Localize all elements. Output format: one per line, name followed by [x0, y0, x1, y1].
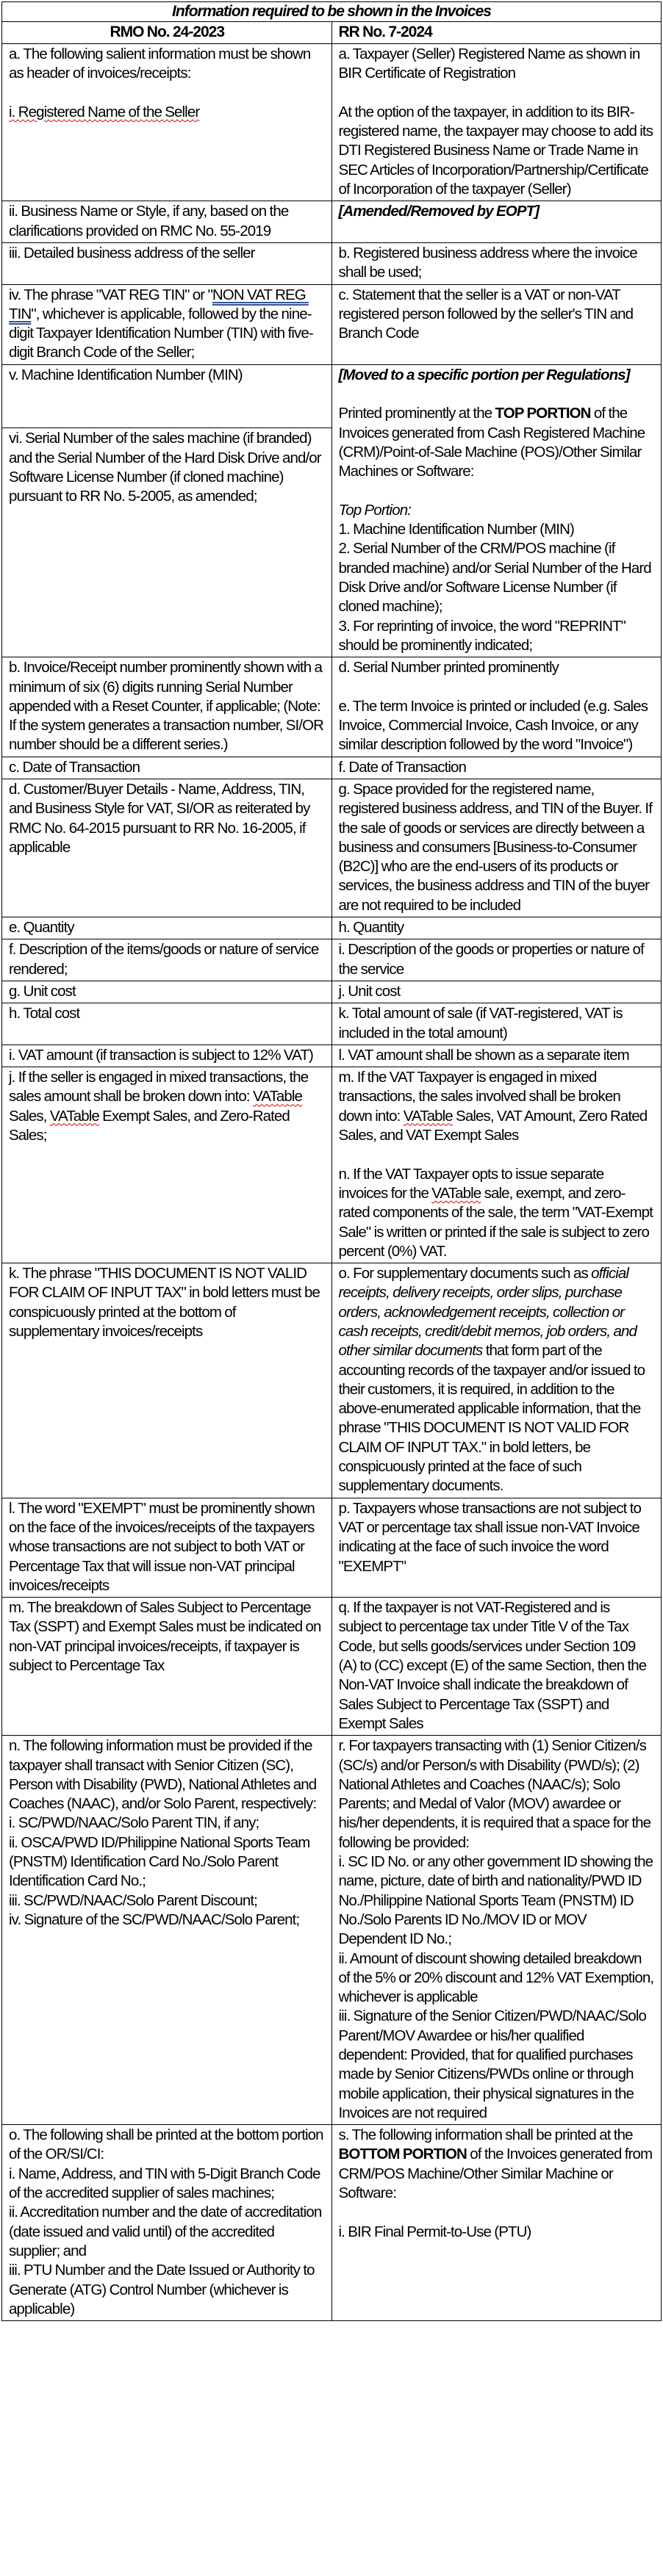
- rmo-cell: [2, 1736, 332, 2125]
- rmo-cell: [2, 1498, 332, 1597]
- rmo-cell: [2, 757, 332, 779]
- rmo-text: j. If the seller is engaged in mixed transactions, the sales amount shall be broken down into: VATable Sales, VATable Exempt Sales, and Zero-Rated Sales;: [9, 1069, 312, 1144]
- table-row: [2, 1263, 662, 1498]
- rr-text: At the option of the taxpayer, in addition to its BIR-registered name, the taxpayer may choose to add its DTI Registered Business Name or Trade Name in SEC Articles of Incorporation/Partnership/Certificate of Incorporation of the taxpayer (Seller): [338, 103, 656, 198]
- rmo-text: n. The following information must be provided if the taxpayer shall transact with Senior Citizen (SC), Person with Disability (PWD), National Athletes and Coaches (NAAC), and/or Solo Parent, respectively:: [9, 1737, 320, 1813]
- rr-cell: [332, 657, 662, 757]
- table-row: [2, 779, 662, 917]
- rr-text: r. For taxpayers transacting with (1) Senior Citizen/s (SC/s) and/or Person/s with Disability (PWD/s); (2) National Athletes and Coaches (NAAC/s); Solo Parents; and Medal of Valor (MOV) awardee or his/her dependents, it is required that a space for the following be provided:: [338, 1737, 654, 1851]
- rr-cell: [332, 1067, 662, 1263]
- rmo-cell: [2, 939, 332, 981]
- rmo-cell: [2, 242, 332, 284]
- rmo-text: f. Description of the items/goods or nature of service rendered;: [9, 941, 322, 978]
- rmo-text: i. VAT amount (if transaction is subject to 12% VAT): [9, 1046, 313, 1064]
- rmo-text: m. The breakdown of Sales Subject to Percentage Tax (SSPT) and Exempt Sales must be indicated on non-VAT principal invoices/receipts, if taxpayer is subject to Percentage Tax: [9, 1599, 324, 1675]
- rmo-cell: [2, 364, 332, 428]
- rmo-cell: [2, 1003, 332, 1045]
- rr-text: e. The term Invoice is printed or included (e.g. Sales Invoice, Commercial Invoice, Cash Invoice, or any similar description followed by the word "Invoice"): [338, 697, 651, 754]
- rmo-text: i. SC/PWD/NAAC/Solo Parent TIN, if any;: [9, 1814, 259, 1832]
- table-row: [2, 1498, 662, 1597]
- rmo-cell: [2, 1045, 332, 1067]
- rr-cell: [332, 981, 662, 1003]
- rr-cell: [332, 2125, 662, 2321]
- rmo-text: a. The following salient information must be shown as header of invoices/receipts:: [9, 46, 314, 82]
- rmo-cell: [2, 1263, 332, 1498]
- rr-text: 2. Serial Number of the CRM/POS machine (if branded machine) and/or Serial Number of the Hard Disk Drive and/or Software License Number (if cloned machine);: [338, 540, 655, 616]
- rr-text: j. Unit cost: [338, 982, 401, 1000]
- rr-cell: [332, 1736, 662, 2125]
- rmo-text: iv. The phrase "VAT REG TIN" or "NON VAT REG TIN", whichever is applicable, followed by the nine-digit Taxpayer Identification Number (TIN) with five-digit Branch Code of the Seller;: [9, 286, 313, 361]
- rr-text: k. Total amount of sale (if VAT-registered, VAT is included in the total amount): [338, 1005, 626, 1042]
- rmo-text: iii. SC/PWD/NAAC/Solo Parent Discount;: [9, 1891, 257, 1909]
- rmo-text: h. Total cost: [9, 1005, 80, 1022]
- rr-cell: [332, 757, 662, 779]
- rr-text: 3. For reprinting of invoice, the word "REPRINT" should be prominently indicated;: [338, 617, 629, 654]
- rr-text: i. BIR Final Permit-to-Use (PTU): [338, 2223, 531, 2240]
- rr-cell: [332, 44, 662, 201]
- invoice-requirements-table: [1, 1, 662, 2321]
- rr-text: d. Serial Number printed prominently: [338, 659, 559, 677]
- rmo-text: ii. Accreditation number and the date of accreditation (date issued and valid until) of the accredited supplier; and: [9, 2204, 325, 2259]
- rmo-text: c. Date of Transaction: [9, 758, 140, 776]
- rr-cell: [332, 917, 662, 939]
- column-header-rr: RR No. 7-2024: [332, 22, 662, 44]
- rr-text: g. Space provided for the registered name, registered business address, and TIN of the Buyer. If the sale of goods or services are directly between a business and consumers [Business-to-Consumer (B2C)] who are the end-users of its products or services, the business address and TIN of the buyer are not required to be included: [338, 780, 656, 914]
- table-row: [2, 981, 662, 1003]
- rmo-text: vi. Serial Number of the sales machine (if branded) and the Serial Number of the Hard Disk Drive and/or Software License Number (if cloned machine) pursuant to RR No. 5-2005, as amended;: [9, 430, 325, 505]
- rmo-cell: [2, 201, 332, 243]
- table-row: [2, 1067, 662, 1263]
- rr-cell: [332, 1498, 662, 1597]
- rr-cell: [332, 201, 662, 243]
- table-title: Information required to be shown in the Invoices: [2, 2, 662, 22]
- rmo-text: iii. PTU Number and the Date Issued or Authority to Generate (ATG) Control Number (whichever is applicable): [9, 2262, 318, 2317]
- rmo-text: k. The phrase "THIS DOCUMENT IS NOT VALID FOR CLAIM OF INPUT TAX" in bold letters must be conspicuously printed at the bottom of supplementary invoices/receipts: [9, 1265, 323, 1340]
- rmo-text: d. Customer/Buyer Details - Name, Address, TIN, and Business Style for VAT, SI/OR as reiterated by RMC No. 64-2015 pursuant to RR No. 16-2005, if applicable: [9, 780, 313, 856]
- table-row: [2, 44, 662, 201]
- table-row: [2, 757, 662, 779]
- rr-text: i. Description of the goods or properties or nature of the service: [338, 941, 648, 978]
- table-row: [2, 939, 662, 981]
- rmo-text: ii. OSCA/PWD ID/Philippine National Sports Team (PNSTM) Identification Card No./Solo Parent Identification Card No.;: [9, 1833, 313, 1890]
- column-header-rmo: RMO No. 24-2023: [2, 22, 332, 44]
- table-row: [2, 2125, 662, 2321]
- rr-text: a. Taxpayer (Seller) Registered Name as shown in BIR Certificate of Registration: [338, 46, 643, 82]
- table-row: [2, 284, 662, 364]
- rr-text: s. The following information shall be printed at the BOTTOM PORTION of the Invoices generated from CRM/POS Machine/Other Similar Machine or Software:: [338, 2126, 656, 2202]
- rmo-cell: [2, 657, 332, 757]
- rmo-text: ii. Business Name or Style, if any, based on the clarifications provided on RMC No. 55-2019: [9, 203, 292, 239]
- table-row: [2, 201, 662, 243]
- table-row: [2, 242, 662, 284]
- rr-note: [Moved to a specific portion per Regulations]: [338, 366, 630, 383]
- rmo-cell: [2, 981, 332, 1003]
- rmo-text: i. Registered Name of the Seller: [9, 103, 200, 120]
- table-row: [2, 657, 662, 757]
- rr-cell: [332, 1598, 662, 1736]
- table-row: [2, 917, 662, 939]
- rr-text: p. Taxpayers whose transactions are not subject to VAT or percentage tax shall issue non-VAT Invoice indicating at the face of such invoice the word "EXEMPT": [338, 1499, 645, 1575]
- rmo-text: l. The word "EXEMPT" must be prominently shown on the face of the invoices/receipts of the taxpayers whose transactions are not subject to both VAT or Percentage Tax that will issue non-VAT principal invoices/receipts: [9, 1499, 318, 1594]
- rmo-cell: [2, 1067, 332, 1263]
- rr-cell: [332, 364, 662, 657]
- rr-note: [Amended/Removed by EOPT]: [338, 203, 540, 220]
- rmo-cell: [2, 44, 332, 201]
- table-row: [2, 1003, 662, 1045]
- rr-text: ii. Amount of discount showing detailed breakdown of the 5% or 20% discount and 12% VAT Exemption, whichever is applicable: [338, 1949, 657, 2006]
- rmo-cell: [2, 428, 332, 657]
- rmo-cell: [2, 917, 332, 939]
- rmo-text: v. Machine Identification Number (MIN): [9, 366, 243, 383]
- rmo-cell: [2, 284, 332, 364]
- rr-text: h. Quantity: [338, 919, 404, 937]
- rr-cell: [332, 939, 662, 981]
- rr-cell: [332, 1045, 662, 1067]
- rr-text: n. If the VAT Taxpayer opts to issue separate invoices for the VATable sale, exempt, and zero-rated components of the sale, the term "VAT-Exempt Sale" is written or printed if the sale is subject to zero percent (0%) VAT.: [338, 1165, 656, 1260]
- rr-text: m. If the VAT Taxpayer is engaged in mixed transactions, the sales involved shall be broken down into: VATable Sales, VAT Amount, Zero Rated Sales, and VAT Exempt Sales: [338, 1069, 651, 1144]
- rr-text: 1. Machine Identification Number (MIN): [338, 521, 574, 538]
- rmo-text: iii. Detailed business address of the seller: [9, 244, 255, 261]
- rr-text: o. For supplementary documents such as official receipts, delivery receipts, order slips, purchase orders, acknowledgement receipts, collection or cash receipts, credit/debit memos, job orders, and other similar documents that form part of the accounting records of the taxpayer and/or issued to their customers, it is required, in addition to the above-enumerated applicable information, that the phrase "THIS DOCUMENT IS NOT VALID FOR CLAIM OF INPUT TAX." in bold letters, be conspicuously printed at the face of such supplementary documents.: [338, 1265, 648, 1495]
- table-row: [2, 1736, 662, 2125]
- table-row: [2, 1598, 662, 1736]
- rmo-text: o. The following shall be printed at the bottom portion of the OR/SI/CI:: [9, 2126, 326, 2163]
- rmo-text: e. Quantity: [9, 919, 74, 937]
- table-row: [2, 1045, 662, 1067]
- rr-cell: [332, 242, 662, 284]
- rr-text: iii. Signature of the Senior Citizen/PWD/NAAC/Solo Parent/MOV Awardee or his/her qualified dependent: Provided, that for qualified purchases made by Senior Citizens/PWDs online or through mobile application, their physical signatures in the Invoices are not required: [338, 2007, 650, 2121]
- rr-cell: [332, 1263, 662, 1498]
- rmo-cell: [2, 2125, 332, 2321]
- rr-text: q. If the taxpayer is not VAT-Registered and is subject to percentage tax under Title V of the Tax Code, but sells goods/services under Section 109 (A) to (CC) except (E) of the same Section, then the Non-VAT Invoice shall indicate the breakdown of Sales Subject to Percentage Tax (SSPT) and Exempt Sales: [338, 1599, 650, 1732]
- rr-text: b. Registered business address where the invoice shall be used;: [338, 244, 640, 281]
- rmo-text: g. Unit cost: [9, 982, 76, 1000]
- rr-text: f. Date of Transaction: [338, 758, 467, 776]
- rmo-cell: [2, 1598, 332, 1736]
- table-row: [2, 364, 662, 428]
- rmo-text: iv. Signature of the SC/PWD/NAAC/Solo Parent;: [9, 1911, 300, 1928]
- rr-text: i. SC ID No. or any other government ID showing the name, picture, date of birth and nationality/PWD ID No./Philippine National Sports Team (PNSTM) ID No./Solo Parents ID No./MOV ID or MOV Dependent ID No.;: [338, 1853, 656, 1948]
- rmo-cell: [2, 779, 332, 917]
- rr-cell: [332, 1003, 662, 1045]
- rr-subheading: Top Portion:: [338, 501, 411, 519]
- rr-cell: [332, 284, 662, 364]
- rr-text: c. Statement that the seller is a VAT or non-VAT registered person followed by the seller's TIN and Branch Code: [338, 286, 637, 342]
- rr-cell: [332, 779, 662, 917]
- rmo-text: b. Invoice/Receipt number prominently shown with a minimum of six (6) digits running Serial Number appended with a Reset Counter, if applicable; (Note: If the system generates a transaction number, SI/OR number should be a different series.): [9, 659, 327, 754]
- rmo-text: i. Name, Address, and TIN with 5-Digit Branch Code of the accredited supplier of sales machines;: [9, 2165, 323, 2202]
- rr-text: Printed prominently at the TOP PORTION of the Invoices generated from Cash Registered Machine (CRM)/Point-of-Sale Machine (POS)/Other Similar Machines or Software:: [338, 405, 648, 480]
- rr-text: l. VAT amount shall be shown as a separate item: [338, 1046, 629, 1064]
